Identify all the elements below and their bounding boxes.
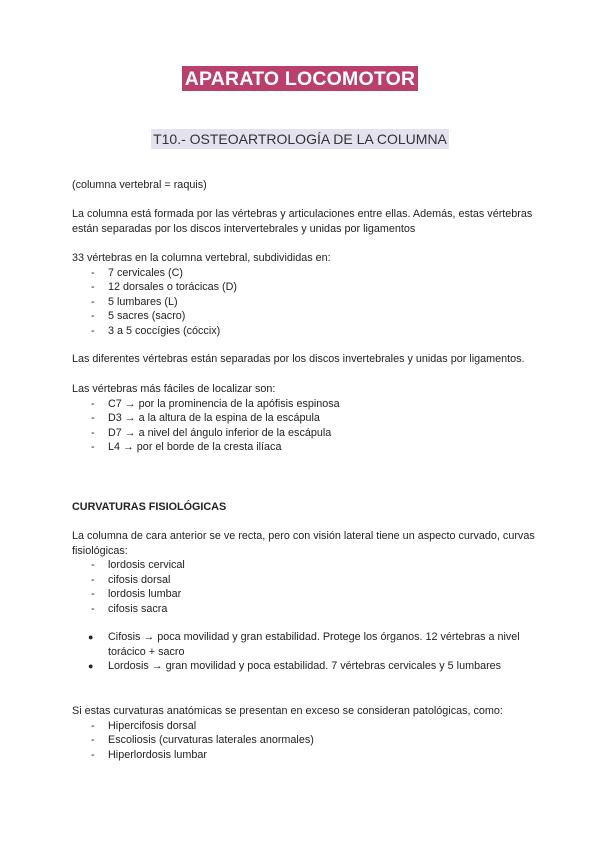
list-item: - Escoliosis (curvaturas laterales anormales)	[72, 733, 552, 748]
list-item: - lordosis cervical	[72, 558, 552, 573]
bullet-item: ● Cifosis → poca movilidad y gran estabilidad. Protege los órganos. 12 vértebras a nivel torácico + sacro	[72, 630, 552, 659]
note-text: (columna vertebral = raquis)	[72, 179, 207, 191]
curvatures-heading: CURVATURAS FISIOLÓGICAS	[72, 501, 227, 513]
curvatures-intro: La columna de cara anterior se ve recta, pero con visión lateral tiene un aspecto curvado, curvas fisiológicas:	[72, 530, 535, 557]
list-item: - Hiperlordosis lumbar	[72, 748, 552, 763]
bullet-list	[72, 630, 552, 674]
intro-block	[72, 207, 552, 236]
locate-list	[72, 397, 552, 455]
vertebrae-list	[72, 266, 552, 339]
list-item: - 5 sacres (sacro)	[72, 309, 552, 324]
list-item: - cifosis sacra	[72, 602, 552, 617]
note-block	[72, 178, 552, 193]
list-item: - 5 lumbares (L)	[72, 295, 552, 310]
pathology-list	[72, 719, 552, 763]
separation-block	[72, 352, 552, 367]
list-item: - L4 → por el borde de la cresta ilíaca	[72, 440, 552, 455]
intro-text: La columna está formada por las vértebras y articulaciones entre ellas. Además, estas vértebras están separadas por los discos intervertebrales y unidas por ligamentos	[72, 208, 533, 235]
list-item: - C7 → por la prominencia de la apófisis espinosa	[72, 397, 552, 412]
locate-block	[72, 382, 552, 455]
vertebrae-block	[72, 251, 552, 339]
pathology-intro: Si estas curvaturas anatómicas se presentan en exceso se consideran patológicas, como:	[72, 705, 503, 717]
document-subtitle: T10.- OSTEOARTROLOGÍA DE LA COLUMNA	[153, 131, 447, 147]
locate-intro: Las vértebras más fáciles de localizar son:	[72, 383, 276, 395]
title-container	[0, 66, 600, 91]
list-item: - 12 dorsales o torácicas (D)	[72, 280, 552, 295]
subtitle-container	[0, 129, 600, 149]
separation-text: Las diferentes vértebras están separadas por los discos invertebrales y unidas por ligamentos.	[72, 353, 525, 365]
list-item: - cifosis dorsal	[72, 573, 552, 588]
list-item: - 7 cervicales (C)	[72, 266, 552, 281]
curvatures-list	[72, 558, 552, 616]
bullets-block	[72, 630, 552, 674]
bullet-item: ● Lordosis → gran movilidad y poca estabilidad. 7 vértebras cervicales y 5 lumbares	[72, 659, 552, 674]
document-title: APARATO LOCOMOTOR	[182, 66, 419, 91]
list-item: - D3 → a la altura de la espina de la escápula	[72, 411, 552, 426]
curvatures-block	[72, 529, 552, 617]
list-item: - D7 → a nivel del ángulo inferior de la escápula	[72, 426, 552, 441]
list-item: - Hipercifosis dorsal	[72, 719, 552, 734]
vertebrae-intro: 33 vértebras en la columna vertebral, subdivididas en:	[72, 252, 331, 264]
pathology-block	[72, 704, 552, 762]
list-item: - 3 a 5 coccígies (cóccix)	[72, 324, 552, 339]
list-item: - lordosis lumbar	[72, 587, 552, 602]
